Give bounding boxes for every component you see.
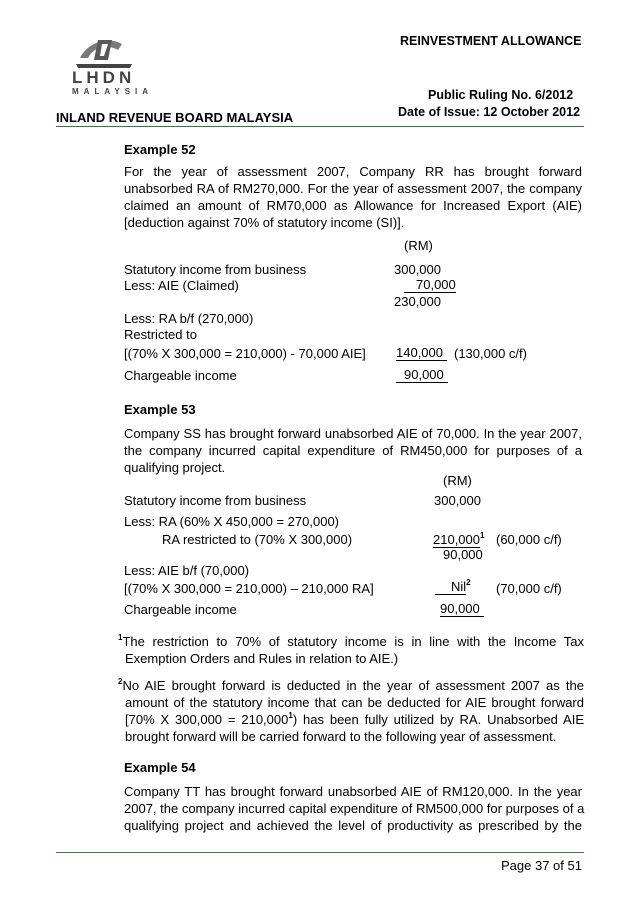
paragraph-line: qualifying project and achieved the level of productivity as prescribed by the [124, 818, 582, 833]
paragraph-line: Company TT has brought forward unabsorbed AIE of RM120,000. In the year [124, 784, 582, 799]
footnote-mark: 1 [118, 632, 123, 642]
footnote-ref: 1 [480, 530, 485, 540]
row-note: (60,000 c/f) [496, 532, 562, 547]
row-value: 70,000 [404, 278, 456, 293]
row-value [435, 579, 471, 595]
row-label: Restricted to [124, 327, 197, 342]
org-name: INLAND REVENUE BOARD MALAYSIA [56, 110, 294, 125]
page-number: Page 37 of 51 [501, 858, 582, 873]
row-value: 140,000 [396, 346, 447, 361]
row-note: (70,000 c/f) [496, 581, 562, 596]
row-label: [(70% X 300,000 = 210,000) – 210,000 RA] [124, 581, 374, 596]
issue-date: Date of Issue: 12 October 2012 [398, 105, 581, 119]
row-label: Less: RA b/f (270,000) [124, 311, 254, 326]
row-note: (130,000 c/f) [454, 346, 527, 361]
footnote-ref: 2 [466, 577, 471, 587]
footnote-2 [118, 677, 584, 745]
row-value: 300,000 [434, 493, 481, 508]
logo-text: LHDN [72, 68, 136, 87]
row-label: Chargeable income [124, 368, 237, 383]
row-label: Statutory income from business [124, 493, 307, 508]
header-divider [56, 126, 584, 127]
paragraph-line: 2007, the company incurred capital expenditure of RM500,000 for purposes of a [124, 801, 585, 816]
row-label: Less: AIE b/f (70,000) [124, 563, 250, 578]
lhdn-logo [58, 30, 154, 98]
footnote-1 [118, 633, 584, 667]
logo-subtext: MALAYSIA [72, 87, 154, 96]
footnote-line [118, 677, 584, 694]
example-52-title: Example 52 [124, 142, 196, 157]
footnote-line [118, 711, 584, 728]
footnote-text: [70% X 300,000 = 210,000 [125, 712, 289, 727]
footnote-text: No AIE brought forward is deducted in the year of assessment 2007 as the [122, 678, 584, 693]
ruling-number: Public Ruling No. 6/2012 [428, 88, 574, 102]
row-value [433, 532, 484, 548]
row-value: 90,000 [440, 602, 484, 617]
paragraph-line: unabsorbed RA of RM270,000. For the year of assessment 2007, the company [124, 181, 582, 196]
paragraph-line: the company incurred capital expenditure of RM450,000 for purposes of a [124, 443, 582, 458]
row-value-text: 210,000 [433, 532, 480, 547]
footnote-line [118, 633, 584, 650]
row-label: RA restricted to (70% X 300,000) [162, 532, 353, 547]
footnote-mark: 2 [118, 676, 123, 686]
row-value: 230,000 [394, 294, 441, 309]
example-53-paragraph [124, 425, 582, 476]
row-label: Chargeable income [124, 602, 237, 617]
unit-label: (RM) [443, 473, 472, 488]
footnote-text: ) has been fully utilized by RA. Unabsorbed AIE [292, 712, 585, 727]
row-value: 300,000 [394, 262, 441, 277]
paragraph-line: claimed an amount of RM70,000 as Allowance for Increased Export (AIE) [124, 198, 582, 213]
example-52-paragraph [124, 163, 582, 231]
example-54-paragraph [124, 783, 585, 834]
example-54-title: Example 54 [124, 760, 196, 775]
footnote-line: Exemption Orders and Rules in relation to AIE.) [125, 651, 399, 666]
row-value: 90,000 [396, 368, 448, 383]
row-label: Less: RA (60% X 450,000 = 270,000) [124, 514, 340, 529]
example-53-title: Example 53 [124, 402, 196, 417]
footnote-text: The restriction to 70% of statutory income is in line with the Income Tax [122, 634, 584, 649]
paragraph-line: qualifying project. [124, 460, 226, 475]
footnote-line: amount of the statutory income that can be deducted for AIE brought forward [125, 695, 584, 710]
row-label: [(70% X 300,000 = 210,000) - 70,000 AIE] [124, 346, 366, 361]
footnote-line: brought forward will be carried forward to the following year of assessment. [125, 729, 557, 744]
paragraph-line: [deduction against 70% of statutory income (SI)]. [124, 215, 405, 230]
row-value-text: Nil [435, 579, 466, 595]
row-label: Less: AIE (Claimed) [124, 278, 239, 293]
row-value: 90,000 [443, 547, 483, 562]
row-label: Statutory income from business [124, 262, 307, 277]
paragraph-line: For the year of assessment 2007, Company RR has brought forward [124, 164, 582, 179]
footnote-ref: 1 [288, 710, 293, 720]
unit-label: (RM) [404, 238, 433, 253]
footer-divider [56, 852, 584, 853]
section-title: REINVESTMENT ALLOWANCE [400, 34, 582, 48]
paragraph-line: Company SS has brought forward unabsorbed AIE of 70,000. In the year 2007, [124, 426, 582, 441]
